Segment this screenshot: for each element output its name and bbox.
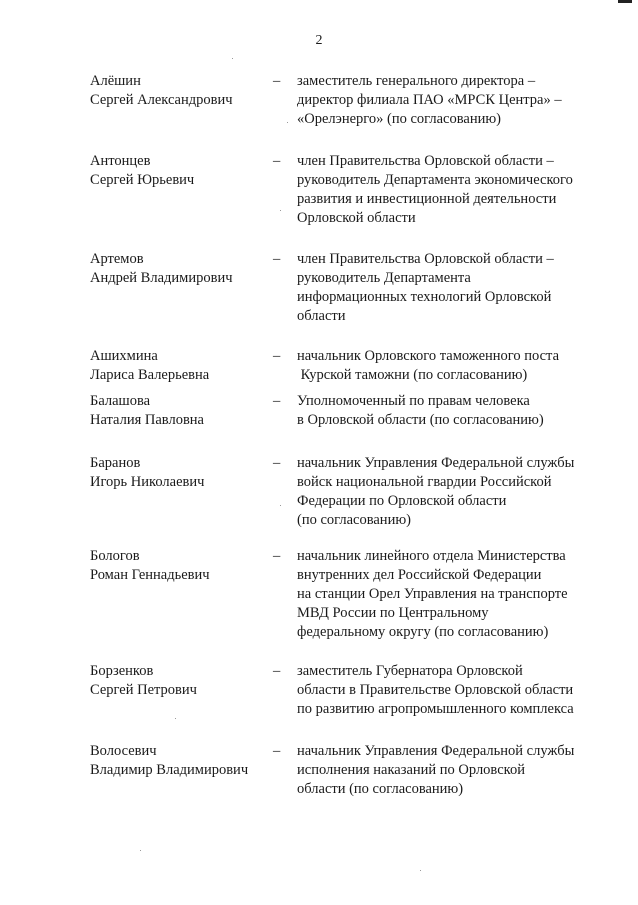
position-line: развития и инвестиционной деятельности xyxy=(297,191,557,207)
separator-dash: – xyxy=(273,348,281,364)
position-line: Федерации по Орловской области xyxy=(297,493,507,509)
member-name xyxy=(90,72,270,110)
position-line: член Правительства Орловской области – xyxy=(297,251,554,267)
member-name xyxy=(90,152,270,190)
separator-dash: – xyxy=(273,548,281,564)
member-name xyxy=(90,347,270,385)
member-name xyxy=(90,250,270,288)
position-line: в Орловской области (по согласованию) xyxy=(297,412,544,428)
member-surname: Алёшин xyxy=(90,73,141,89)
position-line: «Орелэнерго» (по согласованию) xyxy=(297,111,502,127)
scan-speck xyxy=(175,718,176,719)
member-name xyxy=(90,454,270,492)
member-surname: Ашихмина xyxy=(90,348,158,364)
member-surname: Волосевич xyxy=(90,743,157,759)
position-line: МВД России по Центральному xyxy=(297,605,489,621)
member-surname: Балашова xyxy=(90,393,151,409)
page-number: 2 xyxy=(315,33,323,48)
scan-corner-mark xyxy=(618,0,632,3)
member-position xyxy=(297,72,617,129)
scan-speck xyxy=(280,210,281,211)
separator-dash: – xyxy=(273,663,281,679)
scan-speck xyxy=(232,58,233,59)
position-line: по развитию агропромышленного комплекса xyxy=(297,701,574,717)
separator-dash: – xyxy=(273,743,281,759)
member-given-names: Лариса Валерьевна xyxy=(90,367,210,383)
member-position xyxy=(297,662,617,719)
member-name xyxy=(90,742,270,780)
scan-speck xyxy=(287,122,288,123)
separator-dash: – xyxy=(273,153,281,169)
separator-dash: – xyxy=(273,393,281,409)
member-given-names: Андрей Владимирович xyxy=(90,270,233,286)
scan-speck xyxy=(280,505,281,506)
position-line: начальник линейного отдела Министерства xyxy=(297,548,566,564)
position-line: войск национальной гвардии Российской xyxy=(297,474,552,490)
position-line: руководитель Департамента экономического xyxy=(297,172,573,188)
separator-dash: – xyxy=(273,455,281,471)
position-line: (по согласованию) xyxy=(297,512,411,528)
member-position xyxy=(297,152,617,228)
position-line: директор филиала ПАО «МРСК Центра» – xyxy=(297,92,562,108)
member-given-names: Сергей Александрович xyxy=(90,92,233,108)
member-given-names: Наталия Павловна xyxy=(90,412,204,428)
member-position xyxy=(297,742,617,799)
separator-dash: – xyxy=(273,251,281,267)
position-line: на станции Орел Управления на транспорте xyxy=(297,586,568,602)
member-given-names: Роман Геннадьевич xyxy=(90,567,210,583)
member-name xyxy=(90,392,270,430)
member-surname: Бологов xyxy=(90,548,140,564)
position-line: области (по согласованию) xyxy=(297,781,464,797)
member-name xyxy=(90,547,270,585)
scan-speck xyxy=(140,850,141,851)
scan-speck xyxy=(420,870,421,871)
member-surname: Баранов xyxy=(90,455,141,471)
position-line: информационных технологий Орловской xyxy=(297,289,552,305)
member-surname: Борзенков xyxy=(90,663,154,679)
member-surname: Артемов xyxy=(90,251,144,267)
position-line: начальник Орловского таможенного поста xyxy=(297,348,560,364)
member-position xyxy=(297,547,617,642)
separator-dash: – xyxy=(273,73,281,89)
member-surname: Антонцев xyxy=(90,153,151,169)
position-line: внутренних дел Российской Федерации xyxy=(297,567,542,583)
position-line: федеральному округу (по согласованию) xyxy=(297,624,549,640)
position-line: руководитель Департамента xyxy=(297,270,471,286)
position-line: заместитель Губернатора Орловской xyxy=(297,663,523,679)
position-line: Уполномоченный по правам человека xyxy=(297,393,530,409)
position-line: член Правительства Орловской области – xyxy=(297,153,554,169)
position-line: исполнения наказаний по Орловской xyxy=(297,762,525,778)
member-given-names: Игорь Николаевич xyxy=(90,474,205,490)
member-position xyxy=(297,454,617,530)
position-line: Орловской области xyxy=(297,210,416,226)
member-given-names: Владимир Владимирович xyxy=(90,762,249,778)
member-given-names: Сергей Юрьевич xyxy=(90,172,195,188)
position-line: начальник Управления Федеральной службы xyxy=(297,455,575,471)
position-line: области xyxy=(297,308,346,324)
position-line: Курской таможни (по согласованию) xyxy=(297,367,528,383)
member-name xyxy=(90,662,270,700)
position-line: области в Правительстве Орловской области xyxy=(297,682,574,698)
member-position xyxy=(297,347,617,385)
position-line: начальник Управления Федеральной службы xyxy=(297,743,575,759)
member-given-names: Сергей Петрович xyxy=(90,682,197,698)
member-position xyxy=(297,392,617,430)
position-line: заместитель генерального директора – xyxy=(297,73,536,89)
member-position xyxy=(297,250,617,326)
